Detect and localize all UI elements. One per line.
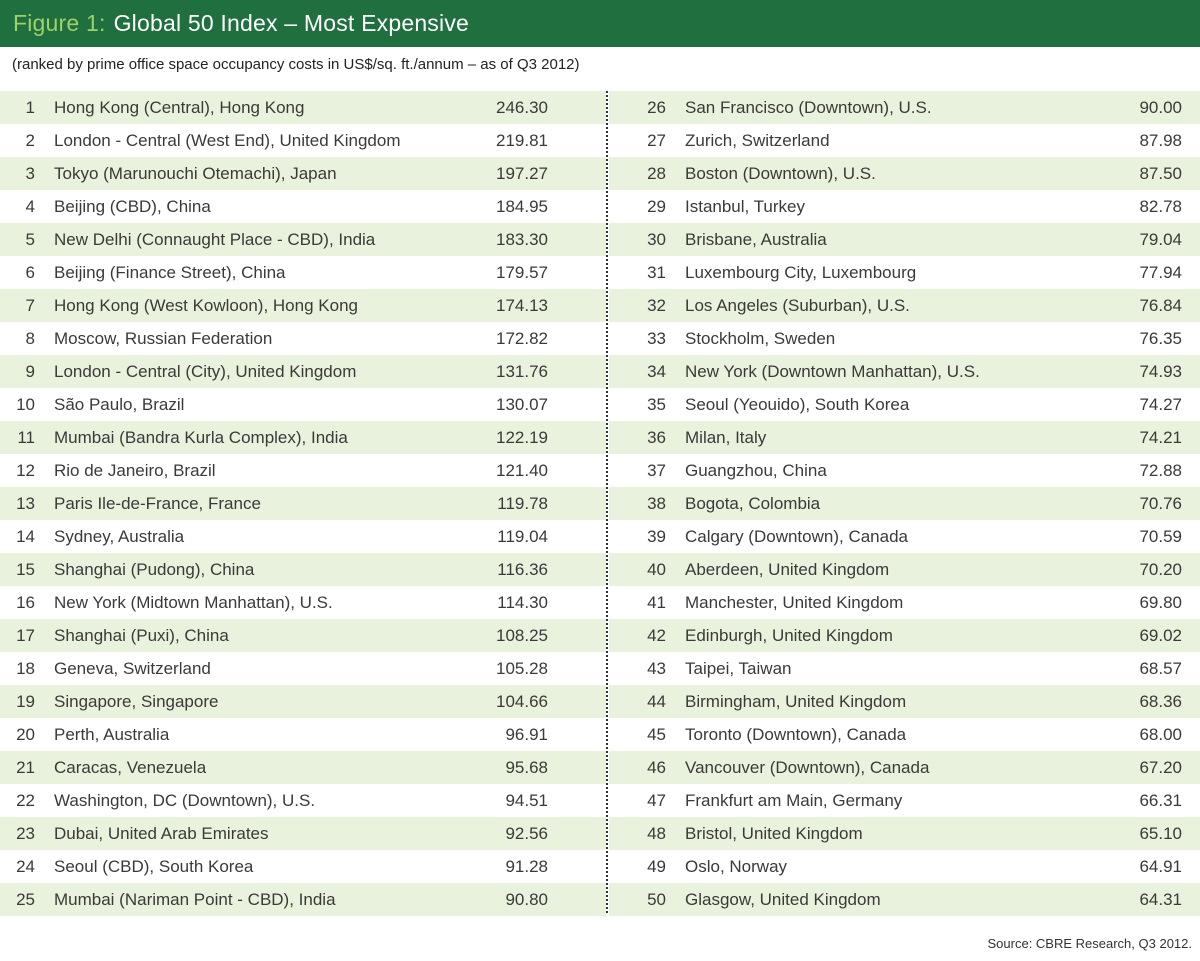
city-cell: New York (Midtown Manhattan), U.S. — [54, 592, 333, 612]
cost-value-cell: 246.30 — [496, 97, 548, 117]
city-cell: Glasgow, United Kingdom — [685, 889, 881, 909]
rank-cell: 33 — [647, 328, 666, 348]
rank-cell: 29 — [647, 196, 666, 216]
cost-value-cell: 91.28 — [505, 856, 548, 876]
city-cell: Seoul (CBD), South Korea — [54, 856, 254, 876]
rank-cell: 13 — [16, 493, 35, 513]
table-row — [0, 355, 606, 388]
rank-cell: 47 — [647, 790, 666, 810]
rank-cell: 3 — [25, 163, 35, 183]
city-cell: Beijing (Finance Street), China — [54, 262, 286, 282]
city-cell: Los Angeles (Suburban), U.S. — [685, 295, 910, 315]
city-cell: São Paulo, Brazil — [54, 394, 185, 414]
cost-value-cell: 87.50 — [1139, 163, 1182, 183]
cost-value-cell: 95.68 — [505, 757, 548, 777]
cost-value-cell: 65.10 — [1139, 823, 1182, 843]
cost-value-cell: 197.27 — [496, 163, 548, 183]
table-row — [609, 685, 1200, 718]
cost-value-cell: 79.04 — [1139, 229, 1182, 249]
city-cell: Dubai, United Arab Emirates — [54, 823, 269, 843]
cost-value-cell: 67.20 — [1139, 757, 1182, 777]
city-cell: Boston (Downtown), U.S. — [685, 163, 876, 183]
city-cell: Milan, Italy — [685, 427, 767, 447]
cost-value-cell: 64.31 — [1139, 889, 1182, 909]
figure-label: Figure 1: — [13, 10, 106, 36]
rank-cell: 22 — [16, 790, 35, 810]
table-row — [609, 322, 1200, 355]
rank-cell: 39 — [647, 526, 666, 546]
city-cell: New York (Downtown Manhattan), U.S. — [685, 361, 980, 381]
source-note: Source: CBRE Research, Q3 2012. — [987, 936, 1192, 951]
city-cell: Caracas, Venezuela — [54, 757, 207, 777]
rank-cell: 42 — [647, 625, 666, 645]
city-cell: Singapore, Singapore — [54, 691, 219, 711]
cost-value-cell: 179.57 — [496, 262, 548, 282]
table-row — [0, 718, 606, 751]
city-cell: Shanghai (Pudong), China — [54, 559, 255, 579]
rank-cell: 50 — [647, 889, 666, 909]
rank-cell: 19 — [16, 691, 35, 711]
table-row — [609, 553, 1200, 586]
table-row — [609, 817, 1200, 850]
cost-value-cell: 174.13 — [496, 295, 548, 315]
city-cell: London - Central (City), United Kingdom — [54, 361, 357, 381]
cost-value-cell: 114.30 — [497, 592, 548, 612]
city-cell: Taipei, Taiwan — [685, 658, 792, 678]
city-cell: Toronto (Downtown), Canada — [685, 724, 907, 744]
cost-value-cell: 72.88 — [1139, 460, 1182, 480]
table-row — [0, 256, 606, 289]
cost-value-cell: 108.25 — [496, 625, 548, 645]
city-cell: Birmingham, United Kingdom — [685, 691, 907, 711]
table-row — [0, 751, 606, 784]
cost-value-cell: 92.56 — [505, 823, 548, 843]
cost-value-cell: 172.82 — [496, 328, 548, 348]
table-row — [0, 784, 606, 817]
rank-cell: 2 — [25, 130, 35, 150]
table-row — [609, 520, 1200, 553]
cost-value-cell: 74.27 — [1139, 394, 1182, 414]
rank-cell: 6 — [25, 262, 35, 282]
city-cell: Luxembourg City, Luxembourg — [685, 262, 917, 282]
table-row — [0, 619, 606, 652]
table-row — [0, 685, 606, 718]
table-row — [0, 520, 606, 553]
rank-cell: 27 — [647, 130, 666, 150]
rank-cell: 30 — [647, 229, 666, 249]
cost-value-cell: 74.93 — [1139, 361, 1182, 381]
cost-value-cell: 116.36 — [497, 559, 548, 579]
table-row — [609, 289, 1200, 322]
cost-value-cell: 69.02 — [1139, 625, 1182, 645]
table-subtitle: (ranked by prime office space occupancy costs in US$/sq. ft./annum – as of Q3 2012) — [12, 56, 580, 73]
table-row — [0, 388, 606, 421]
table-row — [609, 388, 1200, 421]
cost-value-cell: 131.76 — [496, 361, 548, 381]
table-row — [609, 256, 1200, 289]
city-cell: Perth, Australia — [54, 724, 170, 744]
city-cell: Istanbul, Turkey — [685, 196, 806, 216]
city-cell: Manchester, United Kingdom — [685, 592, 904, 612]
rank-cell: 41 — [647, 592, 666, 612]
table-row — [609, 784, 1200, 817]
table-row — [0, 586, 606, 619]
cost-value-cell: 94.51 — [505, 790, 548, 810]
rank-cell: 34 — [647, 361, 666, 381]
table-row — [609, 190, 1200, 223]
city-cell: Edinburgh, United Kingdom — [685, 625, 893, 645]
rank-cell: 37 — [647, 460, 666, 480]
table-row — [0, 124, 606, 157]
table-row — [609, 421, 1200, 454]
cost-value-cell: 70.76 — [1139, 493, 1182, 513]
city-cell: Vancouver (Downtown), Canada — [685, 757, 930, 777]
rank-cell: 8 — [25, 328, 35, 348]
column-divider — [606, 91, 608, 913]
table-row — [609, 487, 1200, 520]
city-cell: Sydney, Australia — [54, 526, 185, 546]
city-cell: Calgary (Downtown), Canada — [685, 526, 908, 546]
city-cell: Seoul (Yeouido), South Korea — [685, 394, 910, 414]
city-cell: Washington, DC (Downtown), U.S. — [54, 790, 316, 810]
cost-value-cell: 119.78 — [497, 493, 548, 513]
city-cell: Geneva, Switzerland — [54, 658, 211, 678]
city-cell: Bristol, United Kingdom — [685, 823, 863, 843]
city-cell: Hong Kong (Central), Hong Kong — [54, 97, 305, 117]
table-row — [609, 652, 1200, 685]
rank-cell: 18 — [16, 658, 35, 678]
table-row — [0, 289, 606, 322]
city-cell: Guangzhou, China — [685, 460, 827, 480]
rank-cell: 31 — [647, 262, 666, 282]
rank-cell: 46 — [647, 757, 666, 777]
rank-cell: 15 — [16, 559, 35, 579]
rank-cell: 4 — [25, 196, 35, 216]
rank-cell: 40 — [647, 559, 666, 579]
table-row — [0, 817, 606, 850]
cost-value-cell: 122.19 — [496, 427, 548, 447]
table-row — [0, 190, 606, 223]
cost-value-cell: 68.36 — [1139, 691, 1182, 711]
city-cell: Frankfurt am Main, Germany — [685, 790, 903, 810]
city-cell: Shanghai (Puxi), China — [54, 625, 229, 645]
city-cell: Beijing (CBD), China — [54, 196, 211, 216]
city-cell: Tokyo (Marunouchi Otemachi), Japan — [54, 163, 337, 183]
rank-cell: 23 — [16, 823, 35, 843]
city-cell: Rio de Janeiro, Brazil — [54, 460, 216, 480]
city-cell: Aberdeen, United Kingdom — [685, 559, 890, 579]
table-row — [609, 883, 1200, 916]
rank-cell: 43 — [647, 658, 666, 678]
rank-cell: 7 — [25, 295, 35, 315]
city-cell: Bogota, Colombia — [685, 493, 821, 513]
cost-value-cell: 119.04 — [497, 526, 548, 546]
cost-value-cell: 76.84 — [1139, 295, 1182, 315]
cost-value-cell: 74.21 — [1139, 427, 1182, 447]
city-cell: London - Central (West End), United Kingdom — [54, 130, 401, 150]
city-cell: Zurich, Switzerland — [685, 130, 830, 150]
cost-value-cell: 68.00 — [1139, 724, 1182, 744]
table-row — [0, 421, 606, 454]
city-cell: Mumbai (Nariman Point - CBD), India — [54, 889, 336, 909]
cost-value-cell: 121.40 — [496, 460, 548, 480]
cost-value-cell: 66.31 — [1139, 790, 1182, 810]
rank-cell: 28 — [647, 163, 666, 183]
city-cell: San Francisco (Downtown), U.S. — [685, 97, 932, 117]
table-row — [609, 751, 1200, 784]
cost-value-cell: 70.59 — [1139, 526, 1182, 546]
rank-cell: 11 — [17, 427, 35, 447]
city-cell: Stockholm, Sweden — [685, 328, 836, 348]
rank-cell: 24 — [16, 856, 35, 876]
cost-value-cell: 69.80 — [1139, 592, 1182, 612]
table-row — [0, 487, 606, 520]
cost-value-cell: 90.00 — [1139, 97, 1182, 117]
cost-value-cell: 77.94 — [1139, 262, 1182, 282]
cost-value-cell: 104.66 — [496, 691, 548, 711]
figure-title: Global 50 Index – Most Expensive — [113, 10, 470, 36]
table-row — [609, 718, 1200, 751]
rank-cell: 36 — [647, 427, 666, 447]
table-row — [609, 850, 1200, 883]
table-row — [0, 850, 606, 883]
cost-value-cell: 184.95 — [496, 196, 548, 216]
cost-value-cell: 96.91 — [505, 724, 548, 744]
rank-cell: 1 — [25, 97, 35, 117]
ranking-column-right — [609, 91, 1200, 916]
table-row — [609, 454, 1200, 487]
rank-cell: 21 — [16, 757, 35, 777]
rank-cell: 35 — [647, 394, 666, 414]
cost-value-cell: 64.91 — [1139, 856, 1182, 876]
rank-cell: 26 — [647, 97, 666, 117]
figure-header — [0, 0, 1200, 47]
rank-cell: 20 — [16, 724, 35, 744]
city-cell: Brisbane, Australia — [685, 229, 827, 249]
cost-value-cell: 130.07 — [496, 394, 548, 414]
cost-value-cell: 82.78 — [1139, 196, 1182, 216]
city-cell: Paris Ile-de-France, France — [54, 493, 261, 513]
table-row — [0, 652, 606, 685]
rank-cell: 17 — [16, 625, 35, 645]
table-row — [0, 322, 606, 355]
ranking-column-left — [0, 91, 606, 916]
table-row — [0, 157, 606, 190]
cost-value-cell: 76.35 — [1139, 328, 1182, 348]
table-row — [0, 91, 606, 124]
rank-cell: 45 — [647, 724, 666, 744]
rank-cell: 25 — [16, 889, 35, 909]
table-row — [609, 586, 1200, 619]
rank-cell: 48 — [647, 823, 666, 843]
table-row — [609, 355, 1200, 388]
rank-cell: 10 — [16, 394, 35, 414]
cost-value-cell: 68.57 — [1139, 658, 1182, 678]
rank-cell: 9 — [25, 361, 35, 381]
rank-cell: 16 — [16, 592, 35, 612]
city-cell: Hong Kong (West Kowloon), Hong Kong — [54, 295, 358, 315]
city-cell: Oslo, Norway — [685, 856, 788, 876]
cost-value-cell: 87.98 — [1139, 130, 1182, 150]
table-row — [609, 223, 1200, 256]
rank-cell: 5 — [25, 229, 35, 249]
table-row — [609, 157, 1200, 190]
rank-cell: 12 — [16, 460, 35, 480]
table-row — [0, 454, 606, 487]
rank-cell: 32 — [647, 295, 666, 315]
table-row — [0, 223, 606, 256]
cost-value-cell: 183.30 — [496, 229, 548, 249]
rank-cell: 38 — [647, 493, 666, 513]
rank-cell: 49 — [647, 856, 666, 876]
city-cell: Moscow, Russian Federation — [54, 328, 273, 348]
rank-cell: 44 — [647, 691, 666, 711]
cost-value-cell: 219.81 — [496, 130, 548, 150]
city-cell: New Delhi (Connaught Place - CBD), India — [54, 229, 376, 249]
table-row — [0, 553, 606, 586]
cost-value-cell: 70.20 — [1139, 559, 1182, 579]
table-row — [0, 883, 606, 916]
cost-value-cell: 90.80 — [505, 889, 548, 909]
cost-value-cell: 105.28 — [496, 658, 548, 678]
table-row — [609, 91, 1200, 124]
rank-cell: 14 — [16, 526, 35, 546]
city-cell: Mumbai (Bandra Kurla Complex), India — [54, 427, 348, 447]
table-row — [609, 619, 1200, 652]
table-row — [609, 124, 1200, 157]
